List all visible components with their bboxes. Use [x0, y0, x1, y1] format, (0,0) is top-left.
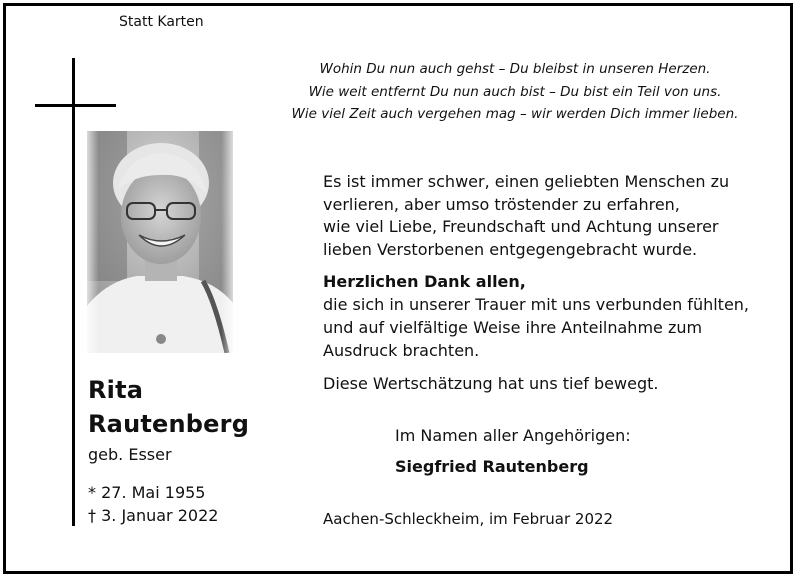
statt-karten-label: Statt Karten	[119, 14, 204, 30]
message-line: verlieren, aber umso tröstender zu erfahren,	[323, 195, 680, 214]
message-line: und auf vielfältige Weise ihre Anteilnahme zum	[323, 318, 703, 337]
message-line: Es ist immer schwer, einen geliebten Menschen zu	[323, 172, 730, 191]
last-name: Rautenberg	[88, 410, 250, 438]
birth-date: * 27. Mai 1955	[88, 483, 206, 502]
place-date: Aachen-Schleckheim, im Februar 2022	[323, 510, 614, 528]
thanks-heading: Herzlichen Dank allen,	[323, 272, 526, 291]
message-line: wie viel Liebe, Freundschaft und Achtung unserer	[323, 217, 719, 236]
signature-name: Siegfried Rautenberg	[395, 457, 589, 476]
portrait-photo	[87, 131, 233, 353]
cross-horizontal-bar	[35, 104, 116, 107]
cross-vertical-bar	[72, 58, 75, 526]
death-date: † 3. Januar 2022	[88, 506, 219, 525]
message-line: die sich in unserer Trauer mit uns verbunden fühlten,	[323, 295, 750, 314]
message-line: lieben Verstorbenen entgegengebracht wurde.	[323, 240, 698, 259]
birth-name: geb. Esser	[88, 445, 172, 464]
closing-line: Diese Wertschätzung hat uns tief bewegt.	[323, 374, 659, 393]
quote-line: Wie weit entfernt Du nun auch bist – Du bist ein Teil von uns.	[308, 84, 722, 100]
quote-line: Wie viel Zeit auch vergehen mag – wir werden Dich immer lieben.	[291, 106, 739, 122]
message-line: Ausdruck brachten.	[323, 341, 480, 360]
first-name: Rita	[88, 376, 144, 404]
quote-line: Wohin Du nun auch gehst – Du bleibst in unseren Herzen.	[319, 61, 711, 77]
signature-intro: Im Namen aller Angehörigen:	[395, 426, 631, 445]
